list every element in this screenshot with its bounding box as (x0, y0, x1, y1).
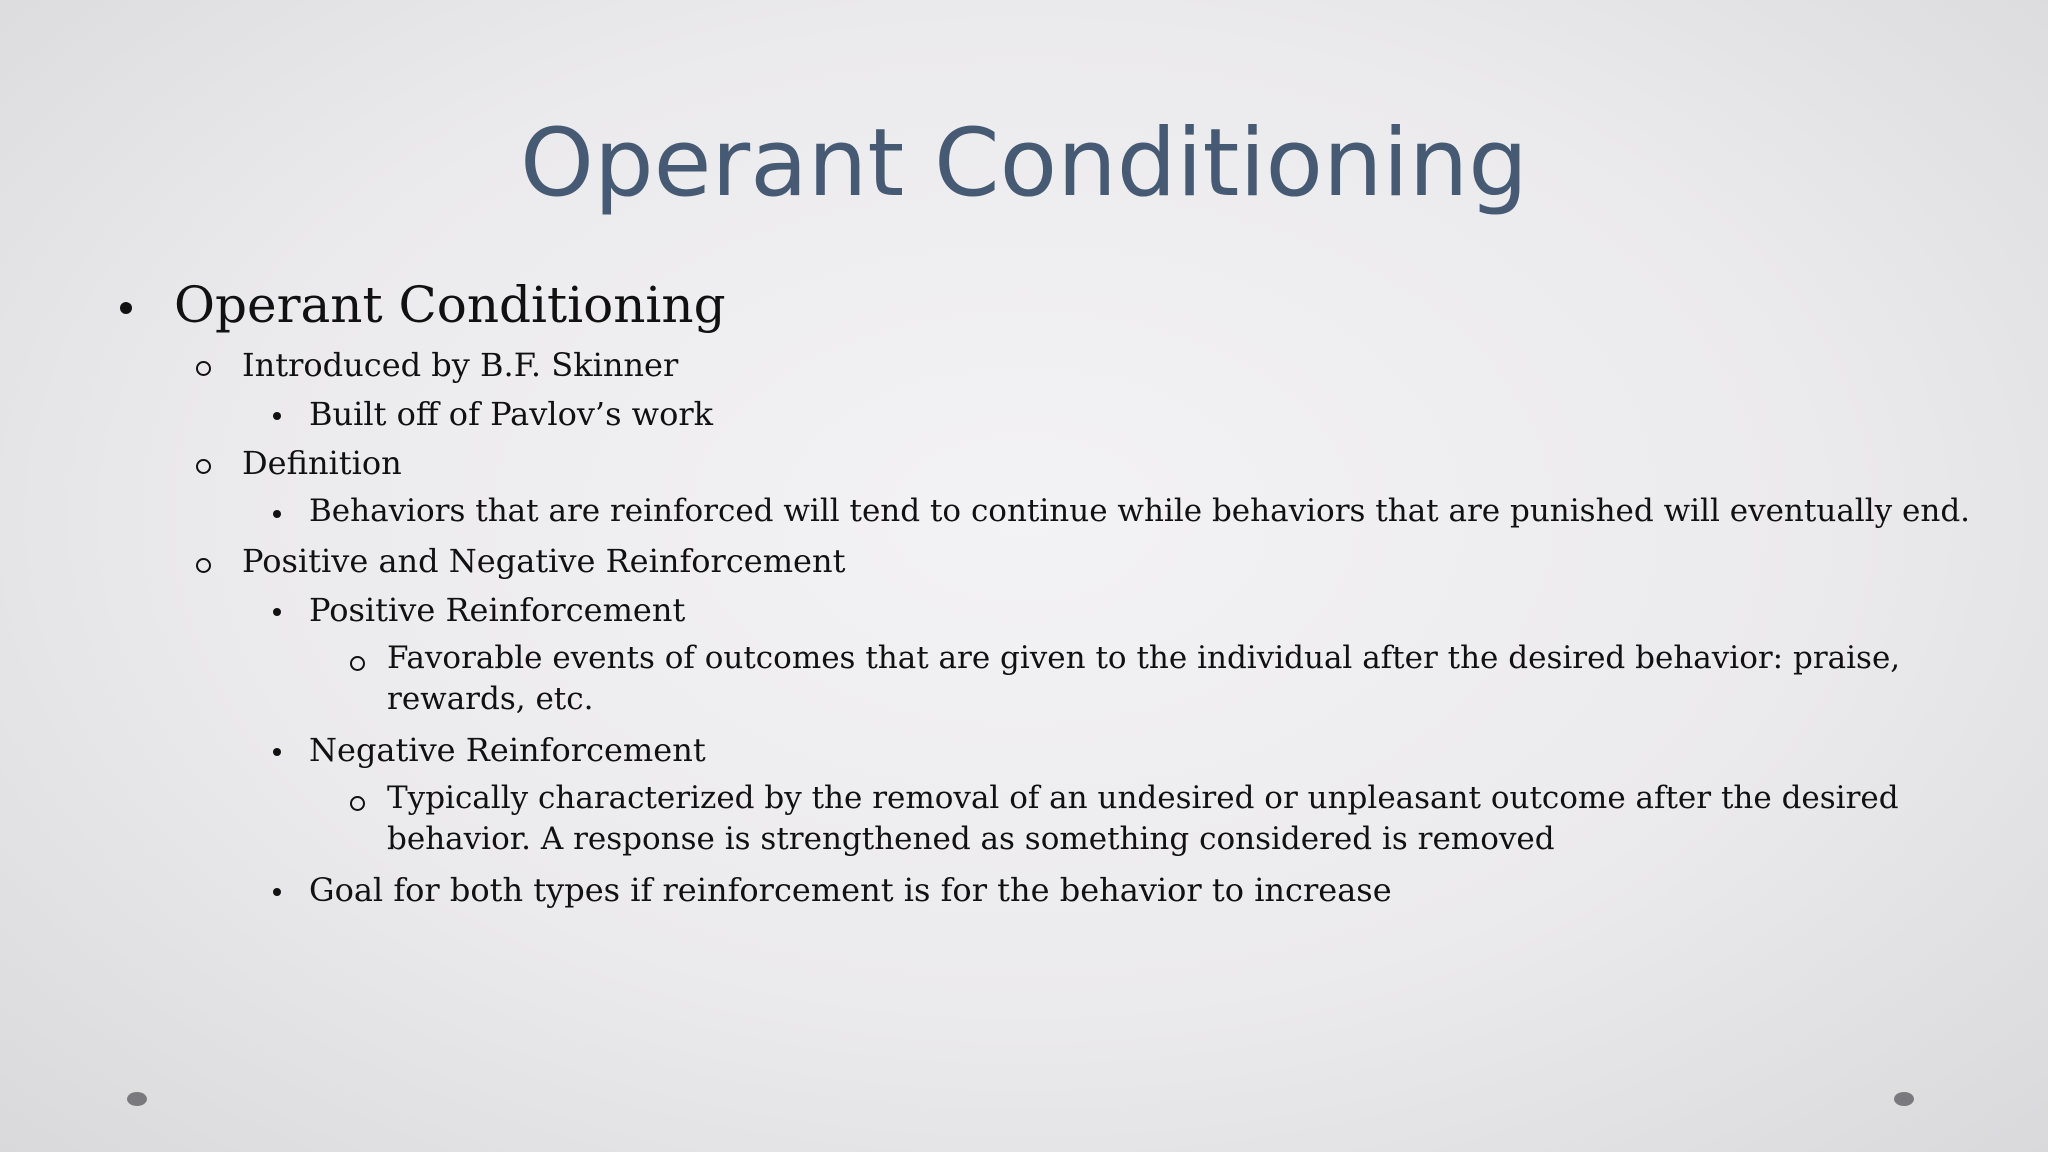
bullet-circle-icon (196, 361, 211, 376)
bullet-item-level3: Built off of Pavlov’s work (309, 395, 714, 433)
bullet-item-level2: Definition (242, 444, 402, 482)
decorative-dot-right-icon (1894, 1092, 1914, 1106)
bullet-item-level4: Favorable events of outcomes that are given to the individual after the desired behavior: praise, (387, 640, 1901, 676)
bullet-dot-icon (273, 510, 281, 518)
bullet-dot-icon (273, 412, 281, 420)
bullet-dot-icon (273, 608, 281, 616)
bullet-circle-icon (196, 459, 211, 474)
bullet-item-level3: Goal for both types if reinforcement is for the behavior to increase (309, 871, 1392, 909)
bullet-circle-icon (350, 796, 365, 811)
bullet-dot-icon (273, 888, 281, 896)
bullet-item-level3: Positive Reinforcement (309, 591, 686, 629)
bullet-item-level2: Positive and Negative Reinforcement (242, 542, 846, 580)
bullet-item-level1: Operant Conditioning (174, 276, 726, 334)
decorative-dot-left-icon (127, 1092, 147, 1106)
slide-title: Operant Conditioning (520, 109, 1528, 218)
bullet-item-level4: Typically characterized by the removal of an undesired or unpleasant outcome after the desired (387, 780, 1899, 816)
bullet-item-level3: Behaviors that are reinforced will tend to continue while behaviors that are punished will eventually end. (309, 493, 1971, 529)
bullet-item-level4-continuation: behavior. A response is strengthened as something considered is removed (387, 821, 1555, 857)
bullet-item-level3: Negative Reinforcement (309, 731, 706, 769)
bullet-dot-icon (273, 748, 281, 756)
bullet-dot-icon (120, 302, 132, 314)
bullet-circle-icon (350, 656, 365, 671)
bullet-circle-icon (196, 558, 211, 573)
bullet-item-level4-continuation: rewards, etc. (387, 681, 594, 717)
bullet-item-level2: Introduced by B.F. Skinner (242, 346, 679, 384)
